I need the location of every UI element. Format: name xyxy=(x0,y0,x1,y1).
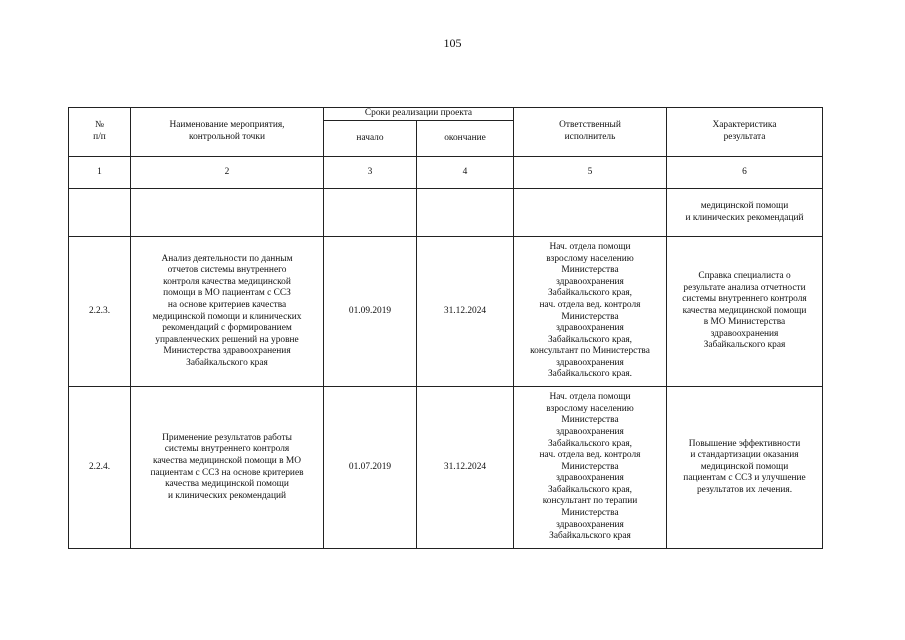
row-responsible: Нач. отдела помощи взрослому населению Министерства здравоохранения Забайкальского края, нач. отдела вед. контроля Министерства здравоохранения Забайкальского края, консультант по терапии Министерства здравоохранения Забайкальского края xyxy=(514,387,667,549)
header-start: начало xyxy=(324,121,417,157)
row-start-date: 01.09.2019 xyxy=(324,237,417,387)
row-responsible: Нач. отдела помощи взрослому населению Министерства здравоохранения Забайкальского края, нач. отдела вед. контроля Министерства здравоохранения Забайкальского края, консультант по Министерства здравоохранения Забайкальского края. xyxy=(514,237,667,387)
cell-empty xyxy=(324,189,417,237)
continuation-result: медицинской помощи и клинических рекомендаций xyxy=(667,189,823,237)
row-start-date: 01.07.2019 xyxy=(324,387,417,549)
header-responsible: Ответственный исполнитель xyxy=(514,108,667,157)
cell-empty xyxy=(417,189,514,237)
row-name: Анализ деятельности по данным отчетов системы внутреннего контроля качества медицинской помощи в МО пациентам с ССЗ на основе критериев качества медицинской помощи и клинических рекомендаций с формированием управленческих решений на уровне Министерства здравоохранения Забайкальского края xyxy=(131,237,324,387)
cell-empty xyxy=(69,189,131,237)
row-number: 2.2.4. xyxy=(69,387,131,549)
row-end-date: 31.12.2024 xyxy=(417,237,514,387)
header-result: Характеристика результата xyxy=(667,108,823,157)
column-number: 5 xyxy=(514,157,667,189)
header-name: Наименование мероприятия, контрольной точки xyxy=(131,108,324,157)
column-number: 2 xyxy=(131,157,324,189)
header-row-top xyxy=(69,108,823,121)
cell-empty xyxy=(131,189,324,237)
table-row xyxy=(69,387,823,549)
column-number: 3 xyxy=(324,157,417,189)
row-end-date: 31.12.2024 xyxy=(417,387,514,549)
cell-empty xyxy=(514,189,667,237)
column-number: 4 xyxy=(417,157,514,189)
row-result: Справка специалиста о результате анализа отчетности системы внутреннего контроля качества медицинской помощи в МО Министерства здравоохранения Забайкальского края xyxy=(667,237,823,387)
page-number: 105 xyxy=(443,36,462,50)
column-numbers-row xyxy=(69,157,823,189)
column-number: 6 xyxy=(667,157,823,189)
row-name: Применение результатов работы системы внутреннего контроля качества медицинской помощи в МО пациентам с ССЗ на основе критериев качества медицинской помощи и клинических рекомендаций xyxy=(131,387,324,549)
row-result: Повышение эффективности и стандартизации оказания медицинской помощи пациентам с ССЗ и улучшение результатов их лечения. xyxy=(667,387,823,549)
column-number: 1 xyxy=(69,157,131,189)
header-num: № п/п xyxy=(69,108,131,157)
project-plan-table xyxy=(68,107,823,549)
row-number: 2.2.3. xyxy=(69,237,131,387)
header-period: Сроки реализации проекта xyxy=(324,108,514,121)
table-row xyxy=(69,237,823,387)
header-end: окончание xyxy=(417,121,514,157)
continuation-row xyxy=(69,189,823,237)
